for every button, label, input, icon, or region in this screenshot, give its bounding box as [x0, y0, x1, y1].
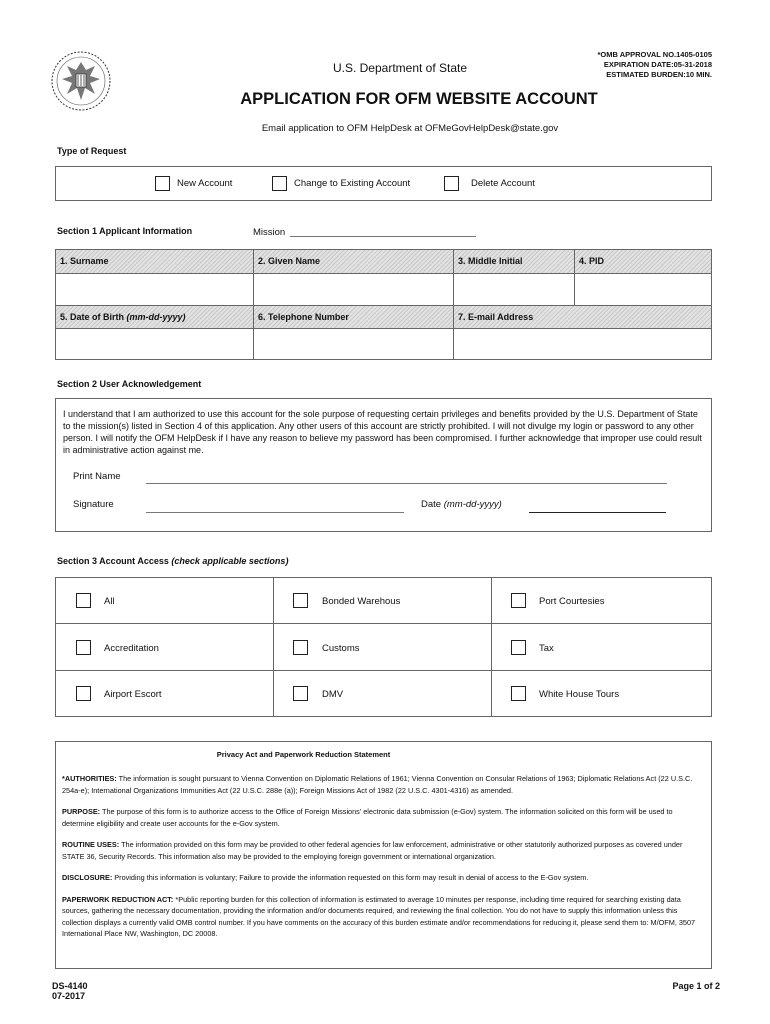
- email-input[interactable]: [454, 328, 711, 359]
- account-access-grid: [55, 577, 712, 717]
- access-cell-accreditation: [56, 624, 274, 671]
- privacy-title: Privacy Act and Paperwork Reduction Statement: [216, 750, 391, 759]
- accreditation-label: Accreditation: [104, 643, 159, 654]
- surname-input[interactable]: [56, 273, 254, 305]
- change-account-checkbox[interactable]: [272, 176, 287, 191]
- access-cell-tax: [492, 624, 711, 671]
- department-name: U.S. Department of State: [332, 61, 468, 75]
- bonded-warehouse-checkbox[interactable]: [293, 593, 308, 608]
- email-instruction: Email application to OFM HelpDesk at OFMeGovHelpDesk@state.gov: [261, 123, 559, 134]
- port-courtesies-label: Port Courtesies: [539, 596, 605, 607]
- form-number: DS-4140 07-2017: [52, 981, 88, 1001]
- surname-header: 1. Surname: [56, 250, 254, 273]
- tax-label: Tax: [539, 643, 554, 654]
- page-number: Page 1 of 2: [672, 981, 720, 991]
- white-house-tours-checkbox[interactable]: [511, 686, 526, 701]
- accreditation-checkbox[interactable]: [76, 640, 91, 655]
- date-input[interactable]: [529, 512, 666, 513]
- privacy-statement-box: [55, 741, 712, 969]
- access-cell-whitehouse: [492, 671, 711, 716]
- change-account-label: Change to Existing Account: [294, 178, 411, 189]
- mission-label: Mission: [253, 227, 286, 238]
- middle-initial-header: 3. Middle Initial: [454, 250, 575, 273]
- given-name-input[interactable]: [254, 273, 454, 305]
- access-cell-port: [492, 578, 711, 624]
- new-account-label: New Account: [177, 178, 233, 189]
- access-cell-bonded: [274, 578, 492, 624]
- new-account-checkbox[interactable]: [155, 176, 170, 191]
- access-cell-airport: [56, 671, 274, 716]
- dmv-label: DMV: [322, 689, 344, 700]
- paperwork-paragraph: PAPERWORK REDUCTION ACT: *Public reporting burden for this collection of information is estimated to average 10 minutes per response, including time required for searching existing data sources, gathering the necessary documentation, providing the information and/or documents required, and reviewing the final collection. You do not have to supply this information unless this collection displays a currently valid OMB control number. If you have comments on the accuracy of this burden estimate and/or recommendations for reducing it, please send them to: M/OFM, 3507 International Place NW, Washington, DC 20008.: [62, 894, 696, 938]
- acknowledgement-box: [55, 398, 712, 532]
- section3-label: Section 3 Account Access (check applicable sections): [57, 556, 289, 566]
- routine-uses-paragraph: ROUTINE USES: The information provided on this form may be provided to other federal agencies for law enforcement, administrative or other statutorily authorized purposes as covered under STATE 36, Security Records. This information also may be provided to the employing foreign government or international organization.: [62, 840, 683, 861]
- dmv-checkbox[interactable]: [293, 686, 308, 701]
- access-cell-all: [56, 578, 274, 624]
- customs-label: Customs: [322, 643, 360, 654]
- section2-label: Section 2 User Acknowledgement: [57, 379, 202, 389]
- signature-input[interactable]: [146, 512, 404, 513]
- telephone-header: 6. Telephone Number: [254, 305, 454, 328]
- telephone-input[interactable]: [254, 328, 454, 359]
- print-name-label: Print Name: [73, 471, 121, 482]
- pid-input[interactable]: [575, 273, 711, 305]
- authorities-paragraph: *AUTHORITIES: The information is sought pursuant to Vienna Convention on Diplomatic Relations of 1961; Vienna Convention on Consular Relations of 1963; Diplomatic Relations Act (22 U.S.C. 254a-e); International Organizations Immunities Act (22 U.S.C. 288e (a)); Foreign Missions Act of 1982 (22 U.S.C. 4301-4316) as amended.: [62, 774, 693, 795]
- airport-escort-checkbox[interactable]: [76, 686, 91, 701]
- all-checkbox[interactable]: [76, 593, 91, 608]
- customs-checkbox[interactable]: [293, 640, 308, 655]
- date-label: Date (mm-dd-yyyy): [421, 499, 502, 510]
- mission-input[interactable]: [290, 236, 476, 237]
- dob-input[interactable]: [56, 328, 254, 359]
- type-of-request-box: [55, 166, 712, 201]
- airport-escort-label: Airport Escort: [104, 689, 162, 700]
- bonded-warehouse-label: Bonded Warehous: [322, 596, 401, 607]
- section1-label: Section 1 Applicant Information: [57, 226, 193, 236]
- delete-account-label: Delete Account: [471, 178, 535, 189]
- access-cell-dmv: [274, 671, 492, 716]
- port-courtesies-checkbox[interactable]: [511, 593, 526, 608]
- print-name-input[interactable]: [146, 483, 667, 484]
- email-header: 7. E-mail Address: [454, 305, 711, 328]
- signature-label: Signature: [73, 499, 114, 510]
- omb-approval-block: *OMB APPROVAL NO.1405-0105 EXPIRATION DATE:05-31-2018 ESTIMATED BURDEN:10 MIN.: [597, 50, 712, 79]
- dob-header: 5. Date of Birth (mm-dd-yyyy): [56, 305, 254, 328]
- all-label: All: [104, 596, 115, 607]
- white-house-tours-label: White House Tours: [539, 689, 620, 700]
- purpose-paragraph: PURPOSE: The purpose of this form is to authorize access to the Office of Foreign Missions' electronic data submission (e-Gov) system. The information solicited on this form will be used to determine eligibility and create user accounts for the e-Gov system.: [62, 807, 673, 828]
- given-name-header: 2. Given Name: [254, 250, 454, 273]
- delete-account-checkbox[interactable]: [444, 176, 459, 191]
- disclosure-paragraph: DISCLOSURE: Providing this information is voluntary; Failure to provide the information requested on this form may result in denial of access to the E-Gov system.: [62, 873, 589, 882]
- applicant-grid: [55, 249, 712, 360]
- tax-checkbox[interactable]: [511, 640, 526, 655]
- type-of-request-label: Type of Request: [57, 146, 127, 156]
- acknowledgement-text: I understand that I am authorized to use this account for the sole purpose of requesting certain privileges and benefits provided by the U.S. Department of State to the mission(s) listed in Section 4 of this application. Any other users of this account are strictly prohibited. I will not divulge my login or password to any other person. I will notify the OFM HelpDesk if I have any reason to believe my password has been compromised. I further acknowledge that improper use could result in administrative action against me.: [63, 409, 702, 455]
- middle-initial-input[interactable]: [454, 273, 575, 305]
- pid-header: 4. PID: [575, 250, 711, 273]
- page-title: APPLICATION FOR OFM WEBSITE ACCOUNT: [240, 90, 598, 108]
- access-cell-customs: [274, 624, 492, 671]
